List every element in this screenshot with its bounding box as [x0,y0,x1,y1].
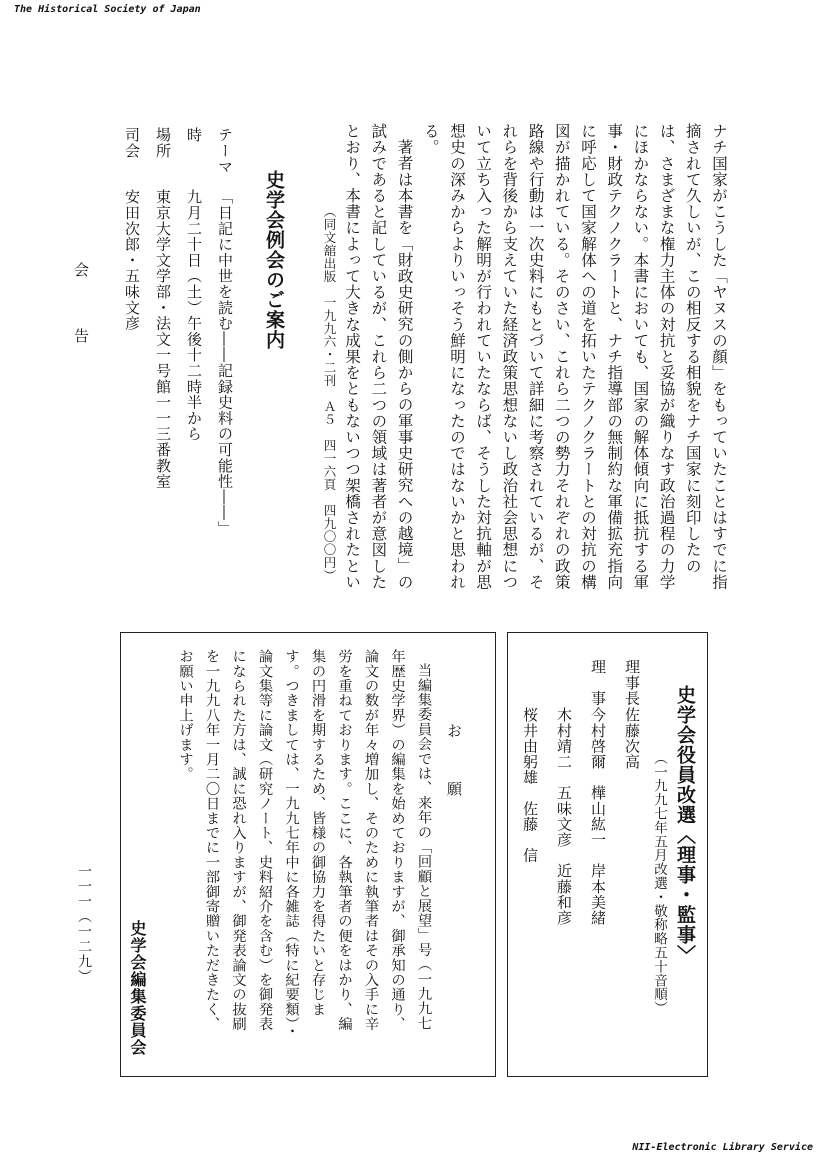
officer-names: 今村啓爾 樺山紘一 岸本美緒 [589,707,607,926]
officer-names: 木村靖二 五味文彦 近藤和彦 [555,707,573,926]
meeting-row-theme [209,127,240,567]
meeting-details [105,127,240,567]
archive-header: The Historical Society of Japan [14,4,201,15]
meeting-value: 東京大学文学部・法文一号館一一三番教室 [154,189,172,490]
publication-info: （同文舘出版 一九九六・二刊 Ａ５ 四一六頁 四九〇〇円） [322,205,337,582]
meeting-value: 「日記に中世を読む――記録史料の可能性――」 [216,189,234,537]
meeting-label: 司会 [123,127,141,159]
request-signature: 史学会編集委員会 [128,920,147,1056]
meeting-title: 史学会例会のご案内 [263,170,285,350]
meeting-row-chair [116,127,147,567]
officers-note: （一九九七年五月改選・敬称略五十音順） [651,751,667,1016]
page-number: 一一一（一二九） [76,864,92,984]
request-box [120,632,496,1077]
review-body [337,123,732,593]
officer-row [547,659,581,1059]
notice-heading: 会 告 [72,262,90,361]
officer-role [511,659,513,707]
meeting-value: 安田次郎・五味文彦 [123,189,141,332]
review-paragraph: 著者は本書を「財政史研究の側からの軍事史研究への越境」の試みであると記しているが、これら二つの領域は著者が意図したとおり、本書によって大きな成果をともないつつ架橋されたとい [343,123,414,590]
meeting-row-time [178,127,209,567]
officers-box [507,632,708,1077]
meeting-label: 時 [185,127,203,143]
request-paragraph: 当編集委員会では、来年の「回顧と展望」号（一九九七年歴史学界）の編集を始めておりますが、御承知の通り、論文の数が年々増加し、そのために執筆者はその入手に辛労を重ねております。ここに、各執筆者の便をはかり、編集の円滑を期するため、皆様の御協力を得たいと存じます。つきましては、一九九七年中に各雑誌（特に紀要類）・論文集等に論文（研究ノート、史料紹介を含む）を御発表になられた方は、誠に恐れ入りますが、御発表論文の抜刷を一九九八年一月二〇日までに一部御寄贈いただきたく、お願い申上げます。 [177,649,432,1039]
officers-title: 史学会役員改選〈理事・監事〉 [674,685,696,965]
meeting-value: 九月二十日（土）午後十二時半から [185,189,203,442]
meeting-label: テーマ [216,127,234,175]
officer-row [513,659,547,1059]
library-footer: NII-Electronic Library Service [632,1142,813,1153]
officer-names: 佐藤次高 [623,707,641,770]
request-body [145,649,437,1041]
officer-role: 理 事 [589,659,607,706]
officers-list [511,659,649,1059]
review-paragraph: ナチ国家がこうした「ヤヌスの顔」をもっていたことはすでに指摘されて久しいが、この相反する相貌をナチ国家に刻印したのは、さまざまな権力主体の対抗と妥協が織りなす政治過程の力学にほかならない。本書においても、国家の解体傾向に抵抗する軍事・財政テクノクラートと、ナチ指導部の無制約な軍備拡充指向に呼応して国家解体への道を拓いたテクノクラートとの対抗の構図が描かれている。そのさい、これら二つの勢力それぞれの政策路線や行動は一次史料にもとづいて詳細に考察されているが、それらを背後から支えていた経済政策思想ないし政治社会思想について立ち入った解明が行われていたならば、そうした対抗軸が思想史の深みからよりいっそう鮮明になったのではないかと思われる。 [421,123,728,590]
meeting-label: 場所 [154,127,172,159]
request-title: お 願 [445,723,463,810]
officer-row [511,659,513,1059]
officer-role: 理事長 [623,659,641,706]
officer-row [581,659,615,1059]
officer-names: 桜井由躬雄 佐藤 信 [521,707,539,863]
officer-row [615,659,649,1059]
meeting-row-place [147,127,178,567]
